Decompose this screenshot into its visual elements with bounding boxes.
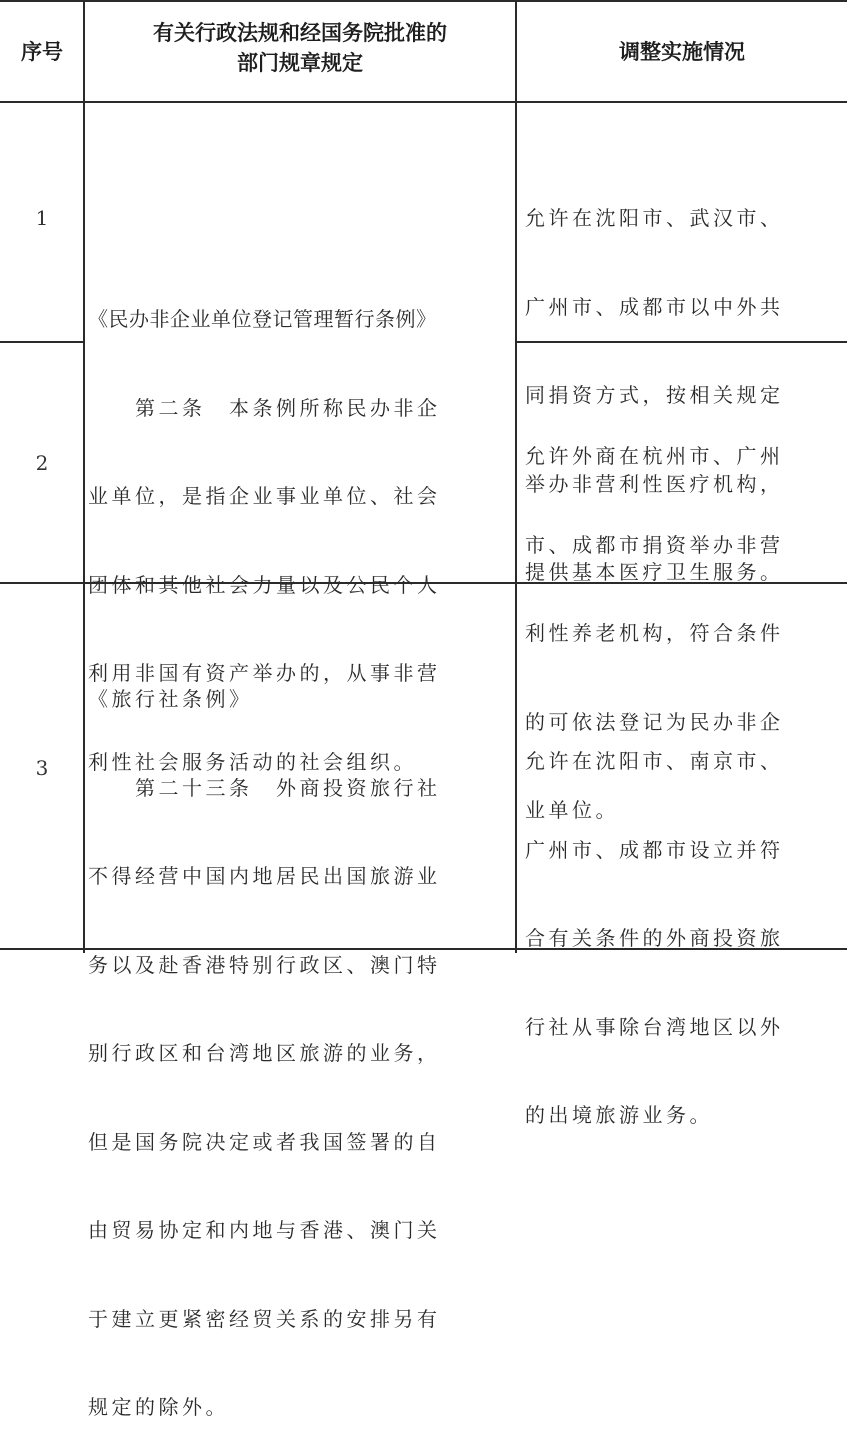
row-3-index: 3 bbox=[35, 756, 49, 780]
text-line: 同捐资方式，按相关规定 bbox=[525, 383, 784, 407]
row-3-regulation bbox=[88, 626, 514, 1452]
text-line: 的出境旅游业务。 bbox=[525, 1103, 713, 1127]
header-regulation-line2: 部门规章规定 bbox=[237, 51, 363, 75]
header-adjustment bbox=[517, 2, 847, 101]
row-divider bbox=[0, 341, 84, 343]
text-line: 市、成都市捐资举办非营 bbox=[525, 532, 784, 557]
header-bottom-border bbox=[0, 101, 847, 103]
text-line: 务以及赴香港特别行政区、澳门特 bbox=[88, 952, 441, 977]
text-line: 《民办非企业单位登记管理暂行条例》 bbox=[88, 307, 437, 331]
row-2-index: 2 bbox=[35, 451, 49, 475]
text-line: 广州市、成都市以中外共 bbox=[525, 294, 784, 319]
text-line: 允许外商在杭州市、广州 bbox=[525, 444, 784, 468]
column-divider bbox=[515, 0, 517, 953]
text-line: 业单位。 bbox=[525, 798, 619, 822]
text-line: 不得经营中国内地居民出国旅游业 bbox=[88, 864, 441, 888]
text-line: 但是国务院决定或者我国签署的自 bbox=[88, 1129, 441, 1154]
text-line: 合有关条件的外商投资旅 bbox=[525, 926, 784, 950]
text-line: 行社从事除台湾地区以外 bbox=[525, 1014, 784, 1039]
text-line: 别行政区和台湾地区旅游的业务， bbox=[88, 1041, 441, 1065]
text-line: 举办非营利性医疗机构， bbox=[525, 471, 784, 496]
text-line: 的可依法登记为民办非企 bbox=[525, 709, 784, 734]
header-index bbox=[0, 2, 84, 101]
text-line: 第二条 本条例所称民办非企 bbox=[88, 395, 441, 420]
text-line: 广州市、成都市设立并符 bbox=[525, 837, 784, 862]
text-line: 团体和其他社会力量以及公民个人 bbox=[88, 572, 441, 597]
text-line: 利性养老机构，符合条件 bbox=[525, 621, 784, 645]
text-line: 第二十三条 外商投资旅行社 bbox=[88, 775, 441, 800]
text-line: 提供基本医疗卫生服务。 bbox=[525, 560, 784, 584]
text-line: 业单位，是指企业事业单位、社会 bbox=[88, 484, 441, 508]
header-regulation-line1: 有关行政法规和经国务院批准的 bbox=[153, 21, 447, 45]
header-index-label: 序号 bbox=[21, 39, 63, 64]
text-line: 规定的除外。 bbox=[88, 1395, 229, 1419]
text-line: 允许在沈阳市、南京市、 bbox=[525, 749, 784, 773]
header-adjustment-label: 调整实施情况 bbox=[619, 39, 745, 64]
text-line: 利用非国有资产举办的，从事非营 bbox=[88, 661, 441, 685]
text-line: 《旅行社条例》 bbox=[88, 687, 253, 711]
row-1-index: 1 bbox=[35, 206, 49, 230]
text-line: 由贸易协定和内地与香港、澳门关 bbox=[88, 1218, 441, 1242]
row-3-adjustment bbox=[525, 688, 845, 1160]
text-line: 于建立更紧密经贸关系的安排另有 bbox=[88, 1306, 441, 1331]
text-line: 利性社会服务活动的社会组织。 bbox=[88, 749, 417, 774]
text-line: 允许在沈阳市、武汉市、 bbox=[525, 206, 784, 230]
column-divider bbox=[83, 0, 85, 953]
header-regulation bbox=[85, 18, 515, 98]
